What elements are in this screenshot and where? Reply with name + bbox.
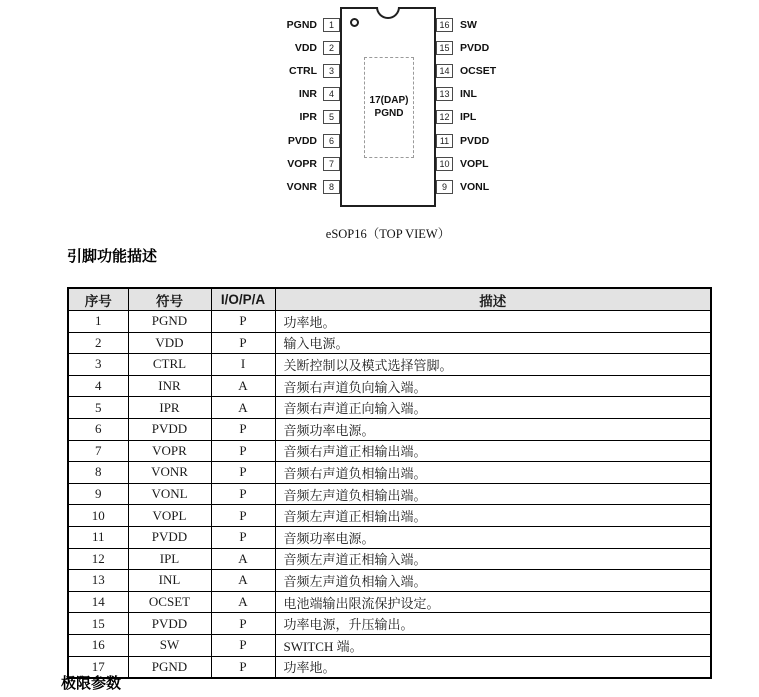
cell-symbol: OCSET	[128, 591, 211, 613]
cell-no: 8	[68, 462, 128, 484]
pin-label: PGND	[286, 18, 317, 31]
cell-symbol: PVDD	[128, 613, 211, 635]
cell-desc: 音频左声道负相输出端。	[275, 483, 711, 505]
cell-no: 12	[68, 548, 128, 570]
cell-no: 5	[68, 397, 128, 419]
pin-label: OCSET	[460, 64, 497, 77]
pin-function-table	[67, 287, 712, 679]
dap-label-line1: 17(DAP)	[369, 95, 409, 106]
cell-type: P	[211, 613, 275, 635]
pin-lead	[436, 40, 756, 55]
cell-type: A	[211, 591, 275, 613]
pin-number-box: 15	[436, 41, 453, 55]
pin-lead	[436, 63, 756, 78]
pin-number-box: 1	[323, 18, 340, 32]
cell-symbol: IPR	[128, 397, 211, 419]
cell-no: 6	[68, 418, 128, 440]
cell-no: 10	[68, 505, 128, 527]
table-row	[68, 656, 711, 678]
pin-lead	[0, 179, 340, 194]
table-row	[68, 591, 711, 613]
cell-no: 14	[68, 591, 128, 613]
pin-label: INR	[298, 88, 317, 101]
table-row	[68, 526, 711, 548]
pin-lead	[0, 87, 340, 102]
cell-symbol: VDD	[128, 332, 211, 354]
cell-type: A	[211, 548, 275, 570]
cell-no: 13	[68, 570, 128, 592]
table-row	[68, 634, 711, 656]
pinout-diagram	[0, 0, 759, 245]
table-row	[68, 548, 711, 570]
pin-number-box: 7	[323, 157, 340, 171]
pin-label: PVDD	[460, 134, 490, 147]
pin-number-box: 5	[323, 110, 340, 124]
pin-number-box: 13	[436, 87, 453, 101]
pin-number-box: 6	[323, 134, 340, 148]
cell-no: 15	[68, 613, 128, 635]
pin1-indicator-icon	[350, 18, 359, 27]
cell-desc: 音频右声道正相输出端。	[275, 440, 711, 462]
table-row	[68, 440, 711, 462]
cell-type: A	[211, 570, 275, 592]
pin-label: PVDD	[287, 134, 317, 147]
table-row	[68, 332, 711, 354]
cell-type: P	[211, 462, 275, 484]
cell-symbol: IPL	[128, 548, 211, 570]
cell-desc: 音频左声道正相输出端。	[275, 505, 711, 527]
cell-symbol: VONR	[128, 462, 211, 484]
pin-number-box: 9	[436, 180, 453, 194]
table-row	[68, 311, 711, 333]
cell-symbol: VOPR	[128, 440, 211, 462]
cell-desc: 音频功率电源。	[275, 526, 711, 548]
pin-label: VOPR	[287, 157, 317, 170]
pin-label: PVDD	[460, 41, 490, 54]
cell-desc: 关断控制以及模式选择管脚。	[275, 354, 711, 376]
cell-desc: 功率电源，升压输出。	[275, 613, 711, 635]
cell-desc: 音频左声道负相输入端。	[275, 570, 711, 592]
pin-label: SW	[460, 18, 477, 31]
table-row	[68, 375, 711, 397]
chip-notch-icon	[376, 7, 400, 19]
cell-symbol: VOPL	[128, 505, 211, 527]
pin-label: IPR	[299, 111, 317, 124]
table-row	[68, 397, 711, 419]
table-row	[68, 462, 711, 484]
cell-no: 17	[68, 656, 128, 678]
cell-desc: 音频右声道负相输出端。	[275, 462, 711, 484]
cell-no: 4	[68, 375, 128, 397]
table-row	[68, 570, 711, 592]
pin-number-box: 2	[323, 41, 340, 55]
header-no: 序号	[68, 288, 128, 311]
cell-symbol: PGND	[128, 311, 211, 333]
cell-no: 1	[68, 311, 128, 333]
cell-no: 11	[68, 526, 128, 548]
pin-label: INL	[460, 88, 477, 101]
pin-number-box: 4	[323, 87, 340, 101]
cell-desc: 功率地。	[275, 656, 711, 678]
table-row	[68, 483, 711, 505]
dap-label-line2: PGND	[374, 107, 404, 119]
cell-type: A	[211, 397, 275, 419]
cell-desc: SWITCH 端。	[275, 634, 711, 656]
chip-body	[340, 7, 436, 207]
cell-desc: 功率地。	[275, 311, 711, 333]
cell-type: P	[211, 311, 275, 333]
cell-symbol: INL	[128, 570, 211, 592]
pin-number-box: 10	[436, 157, 453, 171]
cell-desc: 音频左声道正相输入端。	[275, 548, 711, 570]
cell-type: P	[211, 418, 275, 440]
pin-label: IPL	[460, 111, 477, 124]
header-desc: 描述	[275, 288, 711, 311]
pin-number-box: 12	[436, 110, 453, 124]
cell-symbol: PGND	[128, 656, 211, 678]
cell-no: 16	[68, 634, 128, 656]
pin-lead	[436, 156, 756, 171]
table-row	[68, 354, 711, 376]
cell-symbol: CTRL	[128, 354, 211, 376]
pin-lead	[0, 17, 340, 32]
header-symbol: 符号	[128, 288, 211, 311]
pin-lead	[436, 87, 756, 102]
limits-section-title: 极限参数	[61, 675, 122, 692]
cell-no: 9	[68, 483, 128, 505]
cell-no: 2	[68, 332, 128, 354]
pin-number-box: 3	[323, 64, 340, 78]
cell-desc: 音频功率电源。	[275, 418, 711, 440]
pin-lead	[0, 40, 340, 55]
table-row	[68, 613, 711, 635]
pin-lead	[436, 110, 756, 125]
pin-label: CTRL	[289, 64, 317, 77]
cell-desc: 输入电源。	[275, 332, 711, 354]
cell-type: P	[211, 634, 275, 656]
pin-lead	[436, 133, 756, 148]
table-row	[68, 505, 711, 527]
pin-lead	[0, 110, 340, 125]
cell-type: P	[211, 526, 275, 548]
cell-symbol: PVDD	[128, 526, 211, 548]
pin-lead	[0, 63, 340, 78]
pin-number-box: 16	[436, 18, 453, 32]
cell-type: P	[211, 483, 275, 505]
pin-lead	[0, 156, 340, 171]
cell-type: A	[211, 375, 275, 397]
pin-label: VDD	[294, 41, 317, 54]
table-row	[68, 418, 711, 440]
pin-function-section-title: 引脚功能描述	[67, 248, 158, 265]
header-iopa: I/O/P/A	[211, 288, 275, 311]
pin-label: VONR	[286, 180, 317, 193]
cell-desc: 电池端输出限流保护设定。	[275, 591, 711, 613]
pin-number-box: 11	[436, 134, 453, 148]
pin-number-box: 14	[436, 64, 453, 78]
pin-label: VOPL	[460, 157, 489, 170]
cell-symbol: SW	[128, 634, 211, 656]
pin-lead	[436, 17, 756, 32]
table-header-row	[68, 288, 711, 311]
pin-lead	[436, 179, 756, 194]
cell-type: P	[211, 505, 275, 527]
cell-type: P	[211, 440, 275, 462]
cell-type: P	[211, 332, 275, 354]
cell-desc: 音频右声道正向输入端。	[275, 397, 711, 419]
cell-desc: 音频右声道负向输入端。	[275, 375, 711, 397]
cell-no: 3	[68, 354, 128, 376]
dap-pad	[364, 57, 414, 158]
cell-no: 7	[68, 440, 128, 462]
cell-symbol: INR	[128, 375, 211, 397]
pin-lead	[0, 133, 340, 148]
cell-type: P	[211, 656, 275, 678]
cell-type: I	[211, 354, 275, 376]
pin-number-box: 8	[323, 180, 340, 194]
cell-symbol: PVDD	[128, 418, 211, 440]
package-caption: eSOP16（TOP VIEW）	[325, 227, 451, 241]
pin-label: VONL	[460, 180, 490, 193]
cell-symbol: VONL	[128, 483, 211, 505]
